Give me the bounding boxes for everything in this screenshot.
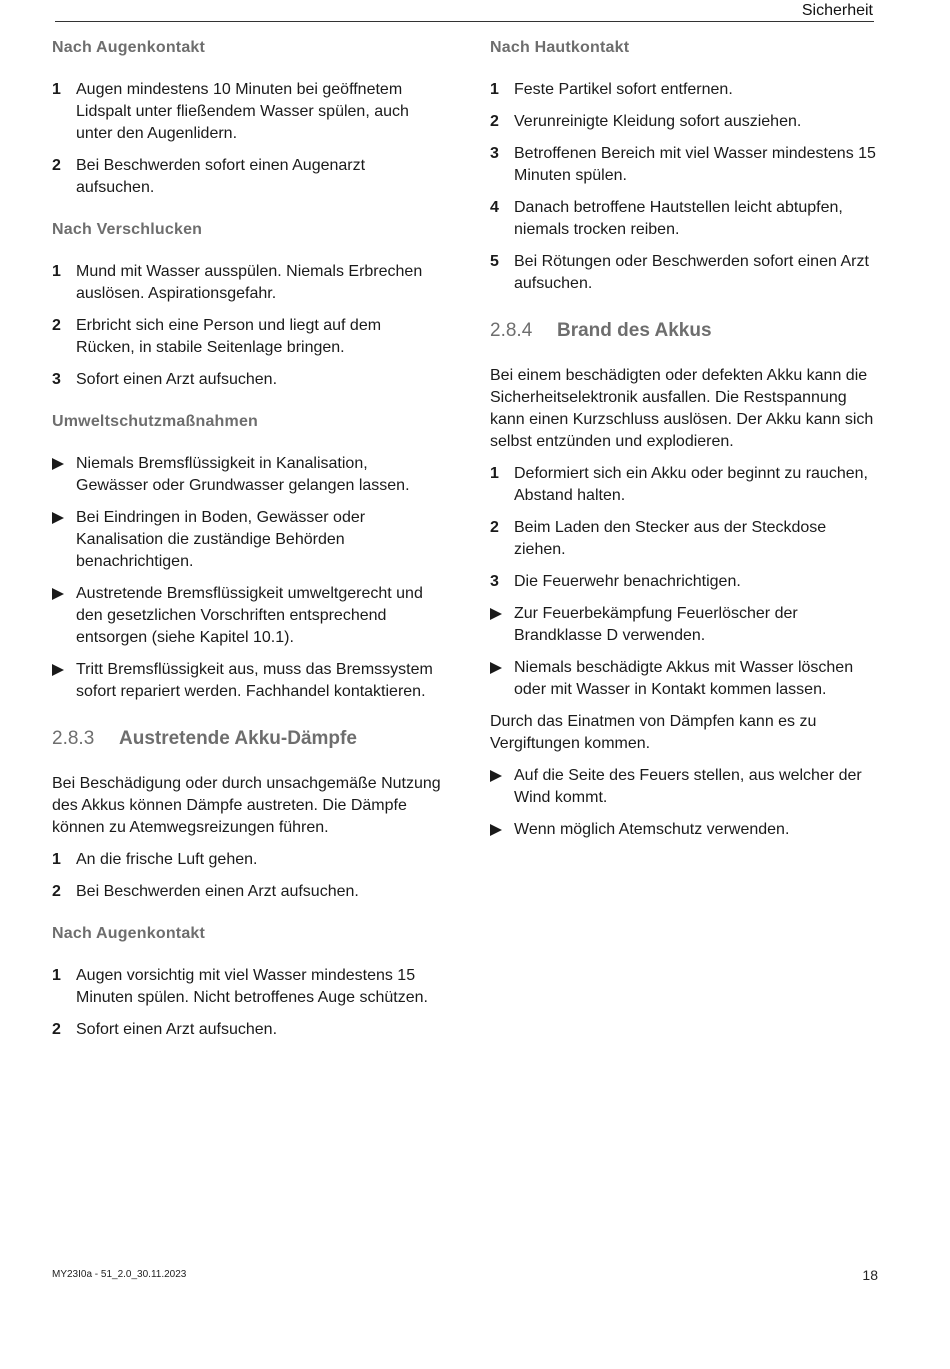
list-item (490, 463, 882, 507)
arrow-bullet-icon (52, 458, 64, 470)
action-text: Auf die Seite des Feuers stellen, aus welcher der Wind kommt. (514, 767, 862, 806)
list-item (490, 143, 882, 187)
list-item (52, 965, 444, 1009)
action-text: Austretende Bremsflüssigkeit umweltgerecht und den gesetzlichen Vorschriften entsprechend entsorgen (siehe Kapitel 10.1). (76, 585, 423, 646)
step-text: Erbricht sich eine Person und liegt auf dem Rücken, in stabile Seitenlage bringen. (76, 317, 382, 356)
step-number: 4 (490, 199, 499, 216)
list-item (52, 659, 444, 703)
vapour-steps (52, 849, 444, 903)
step-text: Augen mindestens 10 Minuten bei geöffnetem Lidspalt unter fließendem Wasser spülen, auch unter den Augenlidern. (76, 81, 409, 142)
arrow-bullet-icon (52, 512, 64, 524)
list-item (52, 453, 444, 497)
action-text: Tritt Bremsflüssigkeit aus, muss das Bremssystem sofort repariert werden. Fachhandel kontaktieren. (76, 661, 433, 700)
section-intro: Bei einem beschädigten oder defekten Akku kann die Sicherheitselektronik ausfallen. Die Restspannung kann einen Kurzschluss auslösen. Der Akku kann sich selbst entzünden und explodieren. (490, 367, 874, 450)
section-title: Brand des Akkus (557, 320, 712, 341)
swallowing-steps (52, 261, 444, 391)
arrow-bullet-icon (490, 770, 502, 782)
step-number: 2 (52, 1021, 61, 1038)
step-number: 3 (52, 371, 61, 388)
list-item (52, 1019, 444, 1041)
list-item (490, 819, 882, 841)
step-number: 2 (52, 883, 61, 900)
arrow-bullet-icon (490, 608, 502, 620)
step-number: 1 (52, 851, 61, 868)
step-text: Danach betroffene Hautstellen leicht abtupfen, niemals trocken reiben. (514, 199, 843, 238)
skin-contact-steps (490, 79, 882, 295)
section-number: 2.8.4 (490, 320, 533, 341)
step-number: 1 (52, 967, 61, 984)
list-item (490, 657, 882, 701)
header-rule (55, 21, 874, 22)
step-text: Die Feuerwehr benachrichtigen. (514, 573, 741, 590)
step-text: Sofort einen Arzt aufsuchen. (76, 1021, 278, 1038)
arrow-bullet-icon (490, 662, 502, 674)
list-item (52, 507, 444, 573)
list-item (490, 79, 882, 101)
footer-document-id: MY23I0a - 51_2.0_30.11.2023 (52, 1269, 187, 1280)
list-item (490, 197, 882, 241)
eye-contact-steps (52, 79, 444, 199)
action-text: Niemals Bremsflüssigkeit in Kanalisation, Gewässer oder Grundwasser gelangen lassen. (76, 455, 410, 494)
step-number: 1 (52, 81, 61, 98)
step-number: 1 (490, 465, 499, 482)
inhalation-actions (490, 765, 882, 841)
step-number: 2 (490, 519, 499, 536)
eye-contact-steps-2 (52, 965, 444, 1041)
step-text: Sofort einen Arzt aufsuchen. (76, 371, 278, 388)
page-header-title: Sicherheit (801, 2, 873, 19)
list-item (52, 583, 444, 649)
step-text: An die frische Luft gehen. (76, 851, 258, 868)
subheading-environment: Umweltschutzmaßnahmen (52, 413, 259, 430)
section-number: 2.8.3 (52, 728, 95, 749)
step-text: Bei Beschwerden sofort einen Augenarzt aufsuchen. (76, 157, 366, 196)
step-text: Augen vorsichtig mit viel Wasser mindestens 15 Minuten spülen. Nicht betroffenes Auge schützen. (76, 967, 428, 1006)
environment-actions (52, 453, 444, 703)
step-number: 5 (490, 253, 499, 270)
list-item (52, 155, 444, 199)
step-text: Feste Partikel sofort entfernen. (514, 81, 733, 98)
subheading-skin-contact: Nach Hautkontakt (490, 39, 630, 56)
list-item (490, 603, 882, 647)
step-number: 3 (490, 145, 499, 162)
action-text: Zur Feuerbekämpfung Feuerlöscher der Brandklasse D verwenden. (514, 605, 798, 644)
list-item (52, 849, 444, 871)
action-text: Wenn möglich Atemschutz verwenden. (514, 821, 790, 838)
subheading-eye-contact-2: Nach Augenkontakt (52, 925, 206, 942)
action-text: Bei Eindringen in Boden, Gewässer oder Kanalisation die zuständige Behörden benachrichtigen. (76, 509, 366, 570)
list-item (52, 881, 444, 903)
list-item (52, 79, 444, 145)
section-title: Austretende Akku-Dämpfe (119, 728, 357, 749)
step-number: 2 (490, 113, 499, 130)
list-item (490, 251, 882, 295)
arrow-bullet-icon (52, 588, 64, 600)
step-text: Betroffenen Bereich mit viel Wasser mindestens 15 Minuten spülen. (514, 145, 876, 184)
subheading-swallowing: Nach Verschlucken (52, 221, 203, 238)
list-item (52, 315, 444, 359)
step-number: 1 (52, 263, 61, 280)
inhalation-warning: Durch das Einatmen von Dämpfen kann es zu Vergiftungen kommen. (490, 713, 817, 752)
list-item (490, 571, 882, 593)
battery-fire-steps (490, 463, 882, 593)
section-heading-2-8-3 (52, 727, 444, 751)
list-item (490, 517, 882, 561)
step-number: 1 (490, 81, 499, 98)
fire-actions (490, 603, 882, 701)
step-number: 2 (52, 157, 61, 174)
section-heading-2-8-4 (490, 319, 882, 343)
left-column (52, 37, 444, 1051)
arrow-bullet-icon (52, 664, 64, 676)
step-text: Verunreinigte Kleidung sofort ausziehen. (514, 113, 802, 130)
step-number: 2 (52, 317, 61, 334)
footer-page-number: 18 (862, 1267, 878, 1283)
arrow-bullet-icon (490, 824, 502, 836)
step-number: 3 (490, 573, 499, 590)
step-text: Bei Beschwerden einen Arzt aufsuchen. (76, 883, 359, 900)
step-text: Beim Laden den Stecker aus der Steckdose ziehen. (514, 519, 827, 558)
step-text: Mund mit Wasser ausspülen. Niemals Erbrechen auslösen. Aspirationsgefahr. (76, 263, 423, 302)
right-column (490, 37, 882, 851)
list-item (52, 261, 444, 305)
subheading-eye-contact: Nach Augenkontakt (52, 39, 206, 56)
list-item (490, 765, 882, 809)
step-text: Bei Rötungen oder Beschwerden sofort einen Arzt aufsuchen. (514, 253, 869, 292)
section-intro: Bei Beschädigung oder durch unsachgemäße Nutzung des Akkus können Dämpfe austreten. Die Dämpfe können zu Atemwegsreizungen führen. (52, 775, 441, 836)
action-text: Niemals beschädigte Akkus mit Wasser löschen oder mit Wasser in Kontakt kommen lassen. (514, 659, 854, 698)
step-text: Deformiert sich ein Akku oder beginnt zu rauchen, Abstand halten. (514, 465, 868, 504)
list-item (490, 111, 882, 133)
list-item (52, 369, 444, 391)
